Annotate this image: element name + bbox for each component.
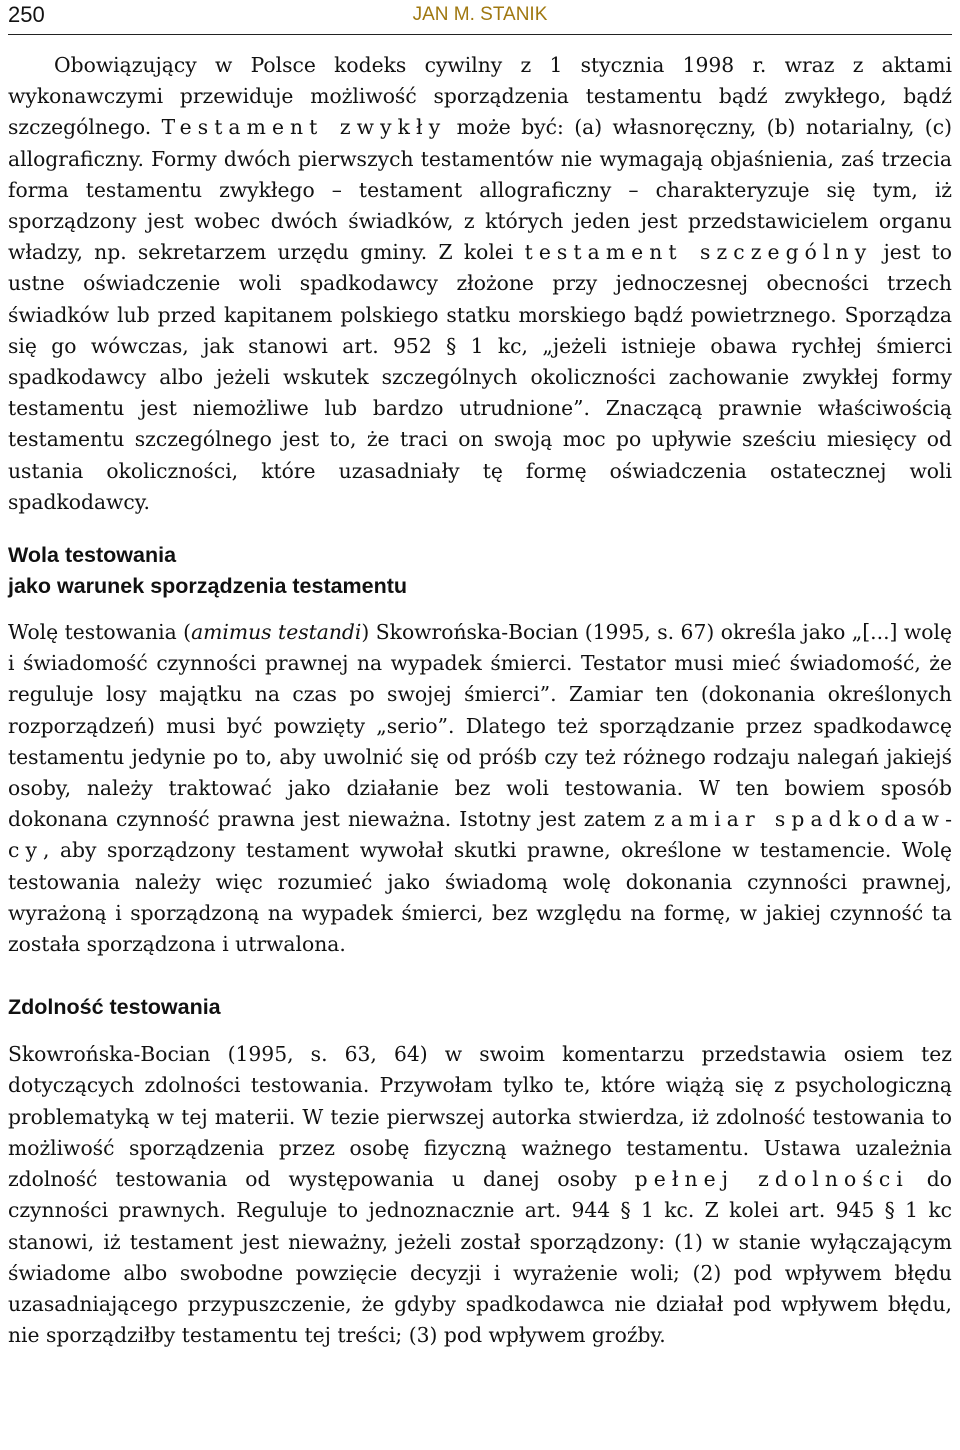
text-run: ) Skowrońska-Bocian (1995, s. 67) określa jako „[...] wolę i świadomość czynności prawnej na wypadek śmierci. Testator musi mieć świadomość, że reguluje losy majątku na czas po swojej śmierci”. Zamiar ten (dokonania określonych rozporządzeń) musi być powzięty „serio”. Dlatego też sporządzanie przez spadkodawcę testamentu jedynie po to, aby uwolnić się od próśb czy też różnego rodzaju nalegań jakiejś osoby, należy traktować jako działanie bez woli testowania. W ten bowiem sposób dokonana czynność prawna jest nieważna. Istotny jest zatem (8, 620, 952, 832)
running-head (8, 2, 952, 30)
section-heading-wola-testowania (8, 540, 952, 602)
text-run: Obowiązujący w Polsce kodeks cywilny z 1 stycznia 1998 r. wraz z aktami wykonawczymi przewiduje możliwość sporządzenia testamentu bądź zwykłego, bądź szczególnego. (8, 53, 952, 140)
text-run: do czynności prawnych. Reguluje to jednoznacznie art. 944 § 1 kc. Z kolei art. 945 § 1 kc stanowi, iż testament jest nieważny, jeżeli został sporządzony: (1) w stanie wyłączającym świadome albo swobodne powzięcie decyzji i wyrażenie woli; (2) pod wpływem błędu uzasadniającego przypuszczenie, że gdyby spadkodawca nie działał pod wpływem błędu, nie sporządziłby testamentu tej treści; (3) pod wpływem groźby. (8, 1167, 952, 1348)
paragraph-wola-testowania (8, 617, 952, 960)
header-rule (8, 34, 952, 35)
emphasis-testament-szczegolny: testament szczególny (524, 240, 873, 265)
emphasis-testament-zwykly: Testament zwykły (161, 115, 447, 140)
heading-line: Wola testowania (8, 543, 177, 568)
text-run: jest to ustne oświadczenie woli spadkodawcy złożone przy jednoczesnej obecności trzech świadków lub przed kapitanem polskiego statku morskiego bądź powietrznego. Sporządza się go wówczas, jak stanowi art. 952 § 1 kc, „jeżeli istnieje obawa rychłej śmierci spadkodawcy albo jeżeli wskutek szczególnych okoliczności zachowanie zwykłej formy testamentu jest niemożliwe lub bardzo utrudnione”. Znaczącą prawnie właściwością testamentu szczególnego jest to, że traci on swoją moc po upływie sześciu miesięcy od ustania okoliczności, które uzasadniały tę formę oświadczenia ostatecznej woli spadkodawcy. (8, 240, 952, 514)
running-head-author: JAN M. STANIK (412, 4, 548, 25)
text-run: Skowrońska-Bocian (1995, s. 63, 64) w swoim komentarzu przedstawia osiem tez dotyczących zdolności testowania. Przywołam tylko te, które wiążą się z psychologiczną problematyką w tej materii. W tezie pierwszej autorka stwierdza, iż zdolność testowania to możliwość sporządzenia przez osobę fizyczną ważnego testamentu. Ustawa uzależnia zdolność testowania od występowania u danej osoby (8, 1042, 952, 1192)
emphasis-zamiar-spadkodawcy: zamiar spadkodawcy (8, 807, 952, 863)
emphasis-pelnej-zdolnosci: pełnej zdolności (634, 1167, 909, 1192)
text-run: , aby sporządzony testament wywołał skutki prawne, określone w testamencie. Wolę testowania należy więc rozumieć jako świadomą wolę dokonania czynności prawnej, wyrażoną i sporządzoną na wypadek śmierci, bez względu na formę, w jakiej czynność ta została sporządzona i utrwalona. (8, 838, 952, 957)
page-body (8, 50, 952, 1351)
paragraph-testament-forms (8, 50, 952, 518)
page-number: 250 (8, 2, 45, 27)
text-run: może być: (a) własnoręczny, (b) notarialny, (c) allograficzny. Formy dwóch pierwszych testamentów nie wymagają objaśnienia, zaś trzecia forma testamentu zwykłego – testament allograficzny – charakteryzuje się tym, iż sporządzony jest wobec dwóch świadków, z których jeden jest przedstawicielem organu władzy, np. sekretarzem urzędu gminy. Z kolei (8, 115, 952, 265)
text-run: Wolę testowania ( (8, 620, 192, 645)
italic-term: amimus testandi (191, 620, 362, 645)
heading-line: jako warunek sporządzenia testamentu (8, 574, 408, 599)
paragraph-zdolnosc-testowania (8, 1039, 952, 1351)
section-heading-zdolnosc-testowania: Zdolność testowania (8, 995, 221, 1020)
